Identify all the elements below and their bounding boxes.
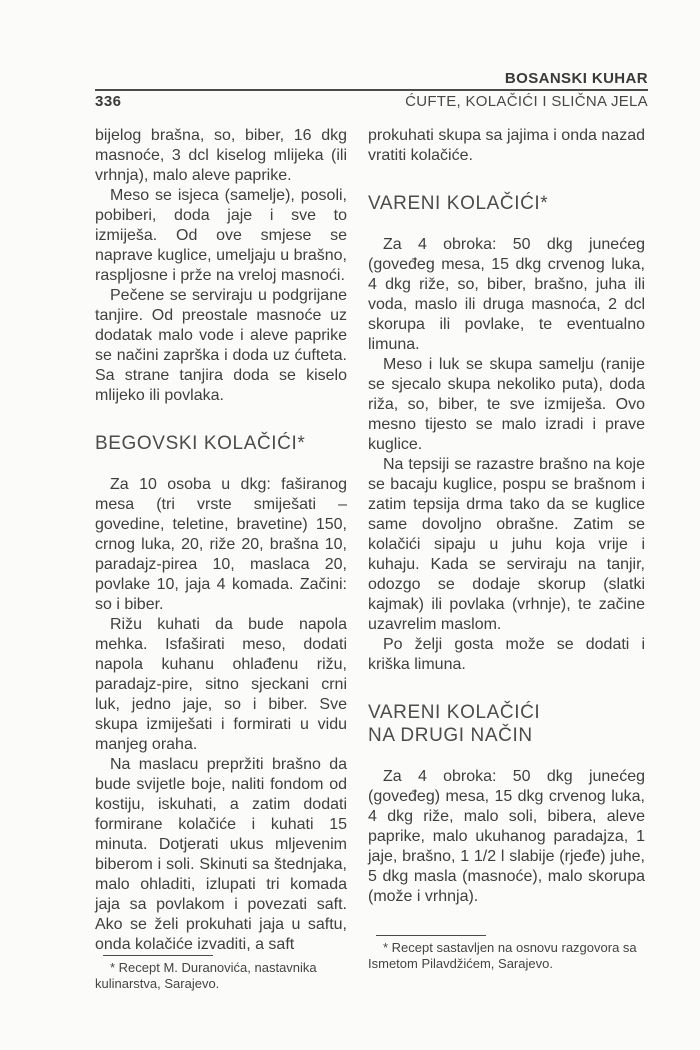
header-row xyxy=(95,93,648,110)
body-paragraph: Za 10 osoba u dkg: faširanog mesa (tri vrste smiješati – govedine, teletine, bravetine) 150, crnog luka, 20, riže 20, brašna 10, paradajz-pirea 10, maslaca 20, povlake 10, jaja 4 komada. Začini: so i biber. xyxy=(95,476,347,613)
left-column xyxy=(95,126,347,991)
body-paragraph: Na tepsiji se razastre brašno na koje se bacaju kuglice, pospu se brašnom i zatim tepsija drma tako da se kuglice same dovoljno obrašne. Zatim se kolačići sipaju u juhu koja vrije i kuhaju. Kada se serviraju na tanjir, odozgo se dodaje skorup (slatki kajmak) ili povlaka (vrhnje), te začine uzavrelim maslom. xyxy=(368,456,645,633)
book-title: BOSANSKI KUHAR xyxy=(504,70,648,87)
body-paragraph: Za 4 obroka: 50 dkg junećeg (goveđeg mesa, 15 dkg crvenog luka, 4 dkg riže, so, biber, brašno, juha ili voda, maslo ili druga masnoća, 2 dcl skorupa ili povlake, te eventualno limuna. xyxy=(368,236,645,353)
chapter-title: ĆUFTE, KOLAČIĆI I SLIČNA JELA xyxy=(405,93,648,110)
page-header xyxy=(95,70,648,110)
body-paragraph: prokuhati skupa sa jajima i onda nazad vratiti kolačiće. xyxy=(368,127,645,164)
body-paragraph: Rižu kuhati da bude napola mehka. Isfaširati meso, dodati napola kuhanu ohlađenu rižu, paradajz-pire, sitno sjeckani crni luk, jedno jaje, so i biber. Sve skupa izmiješati i formirati u vidu manjeg oraha. xyxy=(95,616,347,753)
right-column xyxy=(368,126,645,978)
page-number: 336 xyxy=(95,93,122,110)
footnote-rule xyxy=(376,935,486,936)
recipe-heading-vareni-kolacici: VARENI KOLAČIĆI* xyxy=(368,193,549,214)
header-rule xyxy=(95,89,648,91)
body-paragraph: Meso i luk se skupa samelju (ranije se sjecalo skupa nekoliko puta), doda riža, so, biber, te sve izmiješa. Ovo mesno tijesto se malo izradi i prave kuglice. xyxy=(368,356,645,453)
body-paragraph: bijelog brašna, so, biber, 16 dkg masnoće, 3 dcl kiselog mlijeka (ili vrhnja), malo aleve paprike. xyxy=(95,127,347,184)
footnote-text: * Recept sastavljen na osnovu razgovora sa Ismetom Pilavdžićem, Sarajevo. xyxy=(368,940,637,971)
footnote-rule xyxy=(103,955,213,956)
recipe-heading-vareni-kolacici-na-drugi-nacin xyxy=(368,701,645,747)
footnote-right xyxy=(368,935,645,978)
footnote-text: * Recept M. Duranovića, nastavnika kulinarstva, Sarajevo. xyxy=(95,960,317,991)
body-paragraph: Za 4 obroka: 50 dkg junećeg (goveđeg) mesa, 15 dkg crvenog luka, 4 dkg riže, malo soli, bibera, aleve paprike, malo ukuhanog paradajza, 1 jaje, brašno, 1 1/2 l slabije (rjeđe) juhe, 5 dkg masla (masnoće), malo skorupa (može i vrhnja). xyxy=(368,768,645,905)
body-paragraph: Meso se isjeca (samelje), posoli, pobiberi, doda jaje i sve to izmiješa. Od ove smjese se naprave kuglice, umeljaju u brašno, raspljosne i prže na vreloj masnoći. xyxy=(95,187,347,284)
body-paragraph: Pečene se serviraju u podgrijane tanjire. Od preostale masnoće uz dodatak malo vode i aleve paprike se načini zaprška i doda uz ćufteta. Sa strane tanjira doda se kiselo mlijeko ili povlaka. xyxy=(95,287,347,404)
recipe-heading-begovski-kolacici: BEGOVSKI KOLAČIĆI* xyxy=(95,433,306,454)
recipe-heading-line: NA DRUGI NAČIN xyxy=(368,725,533,746)
footnote-left xyxy=(95,955,347,998)
body-paragraph: Na maslacu prepržiti brašno da bude svijetle boje, naliti fondom od kostiju, iskuhati, a zatim dodati formirane kolačiće i kuhati 15 minuta. Dotjerati ukus mljevenim biberom i soli. Skinuti sa štednjaka, malo ohladiti, izlupati tri komada jaja sa povlakom i povezati saft. Ako se želi prokuhati jaja u saftu, onda kolačiće izvaditi, a saft xyxy=(95,756,347,953)
body-paragraph: Po želji gosta može se dodati i kriška limuna. xyxy=(368,636,645,673)
text-columns xyxy=(95,126,648,991)
recipe-heading-line: VARENI KOLAČIĆI xyxy=(368,702,541,723)
